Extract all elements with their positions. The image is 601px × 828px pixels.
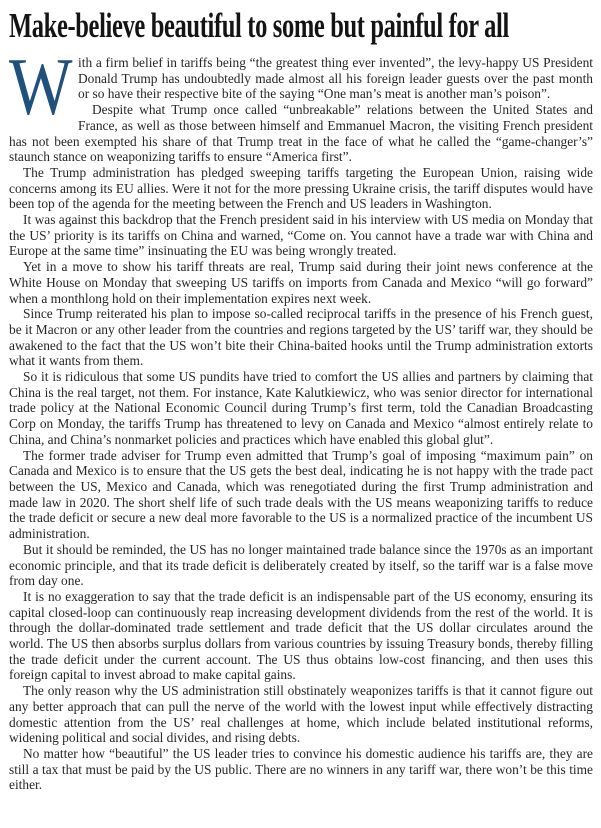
article-headline-text: Make-believe beautiful to some but painful for all xyxy=(9,6,509,45)
paragraph: Since Trump reiterated his plan to impose so-called reciprocal tariffs in the presence of his French guest, be it Macron or any other leader from the countries and regions targeted by the US’ tariff war, they should be awakened to the fact that the US won’t bite their China-baited hooks until the Trump administration extorts what it wants from them. xyxy=(9,306,593,369)
paragraph-text: ith a firm belief in tariffs being “the greatest thing ever invented”, the levy-happy US President Donald Trump has undoubtedly made almost all his foreign leader guests over the past month or so have their respective bite of the saying “One man’s meat is another man’s poison”. xyxy=(78,55,593,102)
article-body xyxy=(9,41,593,793)
paragraph: It was against this backdrop that the French president said in his interview with US media on Monday that the US’ priority is its tariffs on China and warned, “Come on. You cannot have a trade war with China and Europe at the same time” insinuating the EU was being wrongly treated. xyxy=(9,212,593,259)
paragraph: So it is ridiculous that some US pundits have tried to comfort the US allies and partners by claiming that China is the real target, not them. For instance, Kate Kalutkiewicz, who was senior director for international trade policy at the National Economic Council during Trump’s first term, told the Canadian Broadcasting Corp on Monday, the tariffs Trump has threatened to levy on Canada and Mexico “almost entirely relate to China, and China’s nonmarket policies and practices which have enabled this global glut”. xyxy=(9,369,593,447)
article-headline xyxy=(9,6,593,46)
paragraph-lead xyxy=(9,41,593,132)
paragraph: No matter how “beautiful” the US leader tries to convince his domestic audience his tariffs are, they are still a tax that must be paid by the US public. There are no winners in any tariff war, there won’t be this time either. xyxy=(9,745,593,793)
paragraph: The only reason why the US administration still obstinately weaponizes tariffs is that it cannot figure out any better approach that can pull the nerve of the world with the lowest input while effectively distracting domestic attention from the US’ real challenges at home, which include belated institutional reforms, widening political and social divides, and rising debts. xyxy=(9,683,593,746)
paragraph: Yet in a move to show his tariff threats are real, Trump said during their joint news conference at the White House on Monday that sweeping US tariffs on imports from Canada and Mexico “will go forward” when a monthlong hold on their implementation expires next week. xyxy=(9,259,593,306)
paragraph: It is no exaggeration to say that the trade deficit is an indispensable part of the US economy, ensuring its capital closed-loop can continuously reap increasing development dividends from the rest of the world. It is through the dollar-dominated trade settlement and trade deficit that the US dollar circulates around the world. The US then absorbs surplus dollars from various countries by issuing Treasury bonds, thereby filling the trade deficit under the current account. The US thus obtains low-cost financing, and then uses this foreign capital to invest abroad to make capital gains. xyxy=(9,588,593,683)
paragraph: The Trump administration has pledged sweeping tariffs targeting the European Union, raising wide concerns among its EU allies. Were it not for the more pressing Ukraine crisis, the tariff disputes would have been top of the agenda for the meeting between the French and US leaders in Washington. xyxy=(9,164,593,212)
paragraph: Despite what Trump once called “unbreakable” relations between the United States and France, as well as those between himself and Emmanuel Macron, the visiting French president has not been exempted his share of that Trump treat in the face of what he called the “game-changer’s” staunch stance on weaponizing tariffs to ensure “America first”. xyxy=(9,102,593,165)
paragraph: But it should be reminded, the US has no longer maintained trade balance since the 1970s as an important economic principle, and that its trade deficit is deliberately created by itself, so the tariff war is a false move from day one. xyxy=(9,541,593,589)
drop-cap: W xyxy=(9,41,73,132)
paragraph: The former trade adviser for Trump even admitted that Trump’s goal of imposing “maximum pain” on Canada and Mexico is to ensure that the US gets the best deal, indicating he is not happy with the trade pact between the US, Mexico and Canada, which was renegotiated during the first Trump administration and made law in 2020. The short shelf life of such trade deals with the US means weaponizing tariffs to reduce the trade deficit or secure a new deal more favorable to the US is a normalized practice of the incumbent US administration. xyxy=(9,447,593,542)
